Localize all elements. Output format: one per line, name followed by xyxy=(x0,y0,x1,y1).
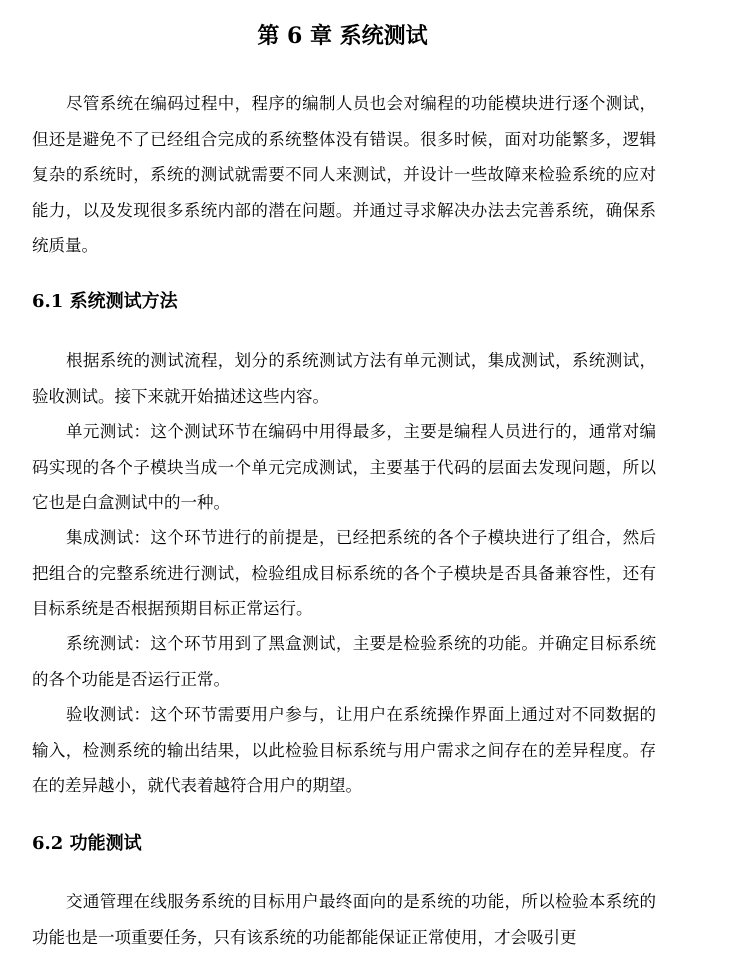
section-6-2-heading: 6.2 功能测试 xyxy=(32,833,142,854)
section-6-1-paragraph-overview: 根据系统的测试流程，划分的系统测试方法有单元测试，集成测试，系统测试，验收测试。接下来就开始描述这些内容。 xyxy=(32,351,656,406)
section-6-1-paragraph-system-test: 系统测试：这个环节用到了黑盒测试，主要是检验系统的功能。并确定目标系统的各个功能是否运行正常。 xyxy=(32,634,656,689)
section-6-1-paragraph-unit-test: 单元测试：这个测试环节在编码中用得最多，主要是编程人员进行的，通常对编码实现的各个子模块当成一个单元完成测试，主要基于代码的层面去发现问题，所以它也是白盒测试中的一种。 xyxy=(32,422,656,512)
section-6-1-paragraph-acceptance-test: 验收测试：这个环节需要用户参与，让用户在系统操作界面上通过对不同数据的输入，检测系统的输出结果，以此检验目标系统与用户需求之间存在的差异程度。存在的差异越小，就代表着越符合用户的期望。 xyxy=(32,705,656,795)
chapter-title: 第 6 章 系统测试 xyxy=(257,23,428,49)
section-6-1-paragraph-integration-test: 集成测试：这个环节进行的前提是，已经把系统的各个子模块进行了组合，然后把组合的完整系统进行测试，检验组成目标系统的各个子模块是否具备兼容性，还有目标系统是否根据预期目标正常运行。 xyxy=(32,528,656,618)
section-6-1-heading: 6.1 系统测试方法 xyxy=(32,291,178,312)
section-6-2-paragraph: 交通管理在线服务系统的目标用户最终面向的是系统的功能，所以检验本系统的功能也是一项重要任务，只有该系统的功能都能保证正常使用，才会吸引更 xyxy=(32,892,656,947)
intro-paragraph: 尽管系统在编码过程中，程序的编制人员也会对编程的功能模块进行逐个测试，但还是避免不了已经组合完成的系统整体没有错误。很多时候，面对功能繁多，逻辑复杂的系统时，系统的测试就需要不同人来测试，并设计一些故障来检验系统的应对能力，以及发现很多系统内部的潜在问题。并通过寻求解决办法去完善系统，确保系统质量。 xyxy=(32,94,656,255)
